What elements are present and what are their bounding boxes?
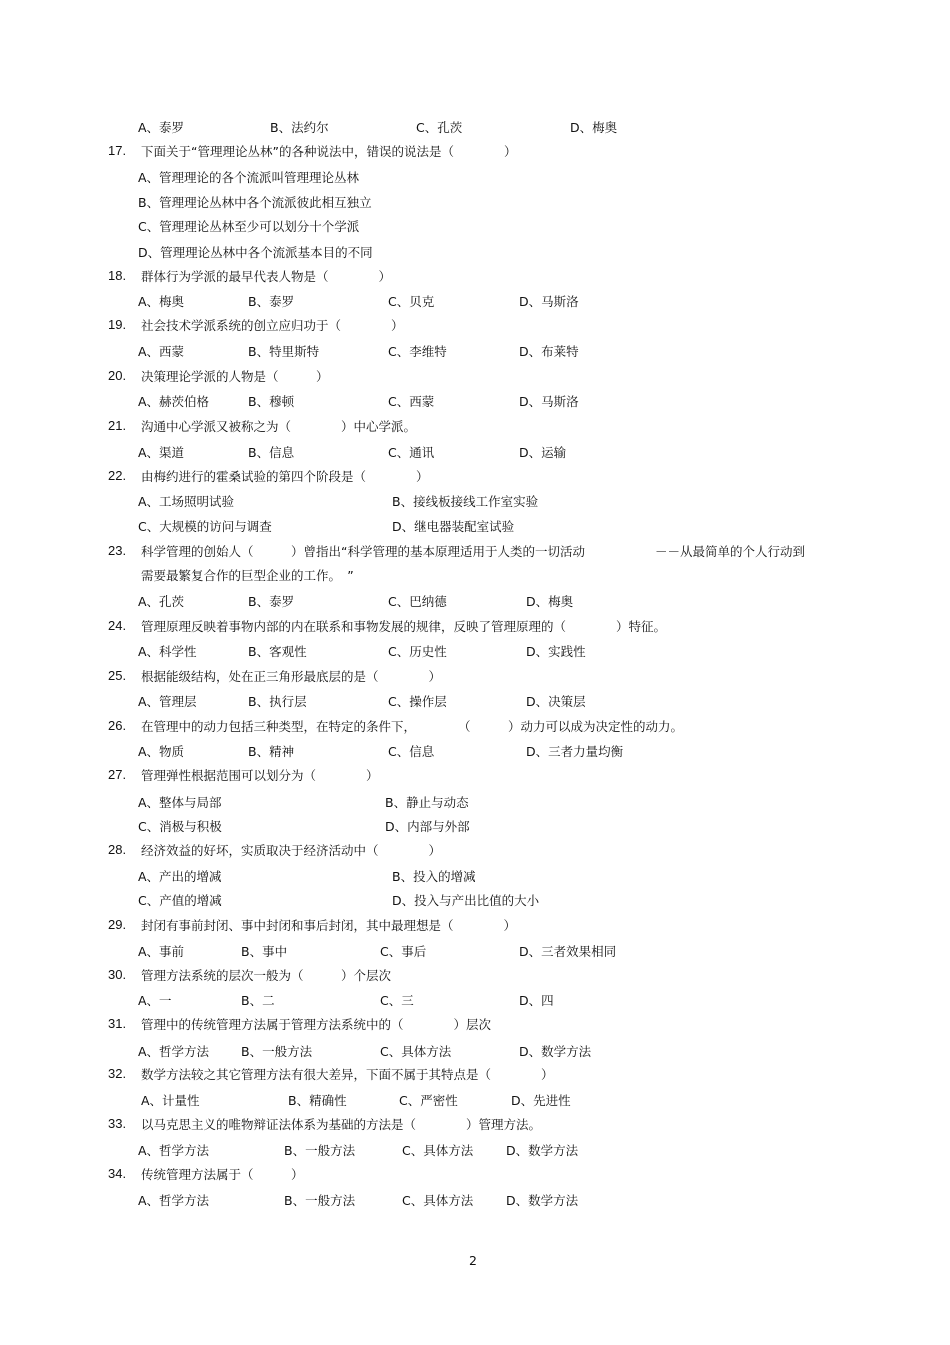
answer-option: B、接线板接线工作室实验 [392, 494, 539, 509]
answer-option: C、操作层 [388, 694, 447, 709]
question-number: 34. [108, 1166, 127, 1181]
answer-option: B、一般方法 [241, 1044, 313, 1059]
answer-option: B、法约尔 [270, 120, 329, 135]
answer-option: A、赫茨伯格 [138, 394, 210, 409]
answer-option: B、执行层 [248, 694, 307, 709]
answer-option: D、三者效果相同 [519, 944, 617, 959]
answer-option: D、马斯洛 [519, 394, 579, 409]
question-text: 管理原理反映着事物内部的内在联系和事物发展的规律，反映了管理原理的（ ）特征。 [141, 619, 667, 634]
answer-option: A、梅奥 [138, 294, 185, 309]
answer-option: A、孔茨 [138, 594, 185, 609]
question-text: 在管理中的动力包括三种类型，在特定的条件下， [141, 719, 417, 734]
answer-option: A、产出的增减 [138, 869, 222, 884]
question-number: 31. [108, 1016, 127, 1031]
answer-option: B、精神 [248, 744, 295, 759]
answer-option: A、哲学方法 [138, 1193, 210, 1208]
answer-option: B、管理理论丛林中各个流派彼此相互独立 [138, 195, 372, 210]
answer-option: D、先进性 [511, 1093, 571, 1108]
question-text: 数学方法较之其它管理方法有很大差异，下面不属于其特点是（ ） [141, 1067, 554, 1082]
answer-option: C、三 [380, 993, 414, 1008]
answer-option: A、管理理论的各个流派叫管理理论丛林 [138, 170, 360, 185]
answer-option: B、事中 [241, 944, 288, 959]
answer-option: C、大规模的访问与调查 [138, 519, 272, 534]
answer-option: A、渠道 [138, 445, 185, 460]
answer-option: C、严密性 [399, 1093, 458, 1108]
answer-option: D、梅奥 [570, 120, 618, 135]
answer-option: C、通讯 [388, 445, 435, 460]
question-number: 28. [108, 842, 127, 857]
answer-option: D、梅奥 [526, 594, 574, 609]
answer-option: A、物质 [138, 744, 185, 759]
question-text: 根据能级结构，处在正三角形最底层的是（ ） [141, 669, 442, 684]
answer-option: D、管理理论丛林中各个流派基本目的不同 [138, 245, 373, 260]
answer-option: A、科学性 [138, 644, 197, 659]
answer-option: C、西蒙 [388, 394, 435, 409]
answer-option: C、产值的增减 [138, 893, 222, 908]
answer-option: C、具体方法 [402, 1143, 474, 1158]
page-number: 2 [469, 1253, 477, 1268]
question-text: 群体行为学派的最早代表人物是（ ） [141, 269, 392, 284]
question-number: 32. [108, 1066, 127, 1081]
answer-option: B、静止与动态 [385, 795, 469, 810]
answer-option: C、具体方法 [380, 1044, 452, 1059]
answer-option: B、泰罗 [248, 294, 295, 309]
question-number: 18. [108, 268, 127, 283]
question-number: 29. [108, 917, 127, 932]
question-text: 科学管理的创始人（ ）曾指出“科学管理的基本原理适用于人类的一切活动 [141, 544, 585, 559]
answer-option: A、整体与局部 [138, 795, 222, 810]
question-number: 20. [108, 368, 127, 383]
answer-option: D、数学方法 [506, 1193, 579, 1208]
answer-option: D、运输 [519, 445, 567, 460]
answer-option: D、四 [519, 993, 554, 1008]
answer-option: B、精确性 [288, 1093, 347, 1108]
question-text: 决策理论学派的人物是（ ） [141, 369, 329, 384]
answer-option: C、事后 [380, 944, 427, 959]
question-number: 30. [108, 967, 127, 982]
answer-option: A、工场照明试验 [138, 494, 235, 509]
answer-option: A、哲学方法 [138, 1044, 210, 1059]
answer-option: B、一般方法 [284, 1193, 356, 1208]
answer-option: B、客观性 [248, 644, 307, 659]
answer-option: C、孔茨 [416, 120, 463, 135]
answer-option: D、实践性 [526, 644, 586, 659]
answer-option: C、消极与积极 [138, 819, 222, 834]
question-number: 25. [108, 668, 127, 683]
question-number: 24. [108, 618, 127, 633]
question-number: 23. [108, 543, 127, 558]
question-number: 19. [108, 317, 127, 332]
answer-option: C、贝克 [388, 294, 435, 309]
question-number: 21. [108, 418, 127, 433]
answer-option: D、决策层 [526, 694, 586, 709]
answer-option: B、穆顿 [248, 394, 295, 409]
question-text: 传统管理方法属于（ ） [141, 1167, 304, 1182]
answer-option: B、二 [241, 993, 275, 1008]
answer-option: D、数学方法 [519, 1044, 592, 1059]
answer-option: B、一般方法 [284, 1143, 356, 1158]
question-text: 沟通中心学派又被称之为（ ）中心学派。 [141, 419, 417, 434]
answer-option: B、泰罗 [248, 594, 295, 609]
question-text: （ ）动力可以成为决定性的动力。 [458, 719, 684, 734]
question-text: 社会技术学派系统的创立应归功于（ ） [141, 318, 404, 333]
answer-option: B、投入的增减 [392, 869, 476, 884]
answer-option: C、巴纳德 [388, 594, 447, 609]
answer-option: D、继电器装配室试验 [392, 519, 515, 534]
answer-option: A、计量性 [141, 1093, 200, 1108]
answer-option: B、特里斯特 [248, 344, 320, 359]
answer-option: A、事前 [138, 944, 185, 959]
answer-option: D、三者力量均衡 [526, 744, 624, 759]
question-number: 33. [108, 1116, 127, 1131]
question-text: －－从最简单的个人行动到 [655, 544, 806, 559]
answer-option: A、哲学方法 [138, 1143, 210, 1158]
question-text: 管理方法系统的层次一般为（ ）个层次 [141, 968, 392, 983]
answer-option: C、李维特 [388, 344, 447, 359]
answer-option: D、马斯洛 [519, 294, 579, 309]
question-number: 26. [108, 718, 127, 733]
question-number: 27. [108, 767, 127, 782]
answer-option: D、数学方法 [506, 1143, 579, 1158]
question-text-continued: 需要最繁复合作的巨型企业的工作。 ” [141, 568, 354, 583]
answer-option: C、信息 [388, 744, 435, 759]
question-text: 下面关于“管理理论丛林”的各种说法中，错误的说法是（ ） [141, 144, 517, 159]
answer-option: A、管理层 [138, 694, 197, 709]
question-number: 17. [108, 143, 127, 158]
answer-option: D、内部与外部 [385, 819, 470, 834]
question-text: 由梅约进行的霍桑试验的第四个阶段是（ ） [141, 469, 429, 484]
answer-option: B、信息 [248, 445, 295, 460]
answer-option: A、西蒙 [138, 344, 185, 359]
answer-option: D、投入与产出比值的大小 [392, 893, 540, 908]
question-text: 管理中的传统管理方法属于管理方法系统中的（ ）层次 [141, 1017, 492, 1032]
answer-option: D、布莱特 [519, 344, 579, 359]
question-number: 22. [108, 468, 127, 483]
answer-option: A、泰罗 [138, 120, 185, 135]
answer-option: C、具体方法 [402, 1193, 474, 1208]
question-text: 以马克思主义的唯物辩证法体系为基础的方法是（ ）管理方法。 [141, 1117, 542, 1132]
answer-option: A、一 [138, 993, 172, 1008]
question-text: 管理弹性根据范围可以划分为（ ） [141, 768, 379, 783]
answer-option: C、历史性 [388, 644, 447, 659]
question-text: 封闭有事前封闭、事中封闭和事后封闭，其中最理想是（ ） [141, 918, 517, 933]
answer-option: C、管理理论丛林至少可以划分十个学派 [138, 219, 360, 234]
question-text: 经济效益的好坏，实质取决于经济活动中（ ） [141, 843, 442, 858]
